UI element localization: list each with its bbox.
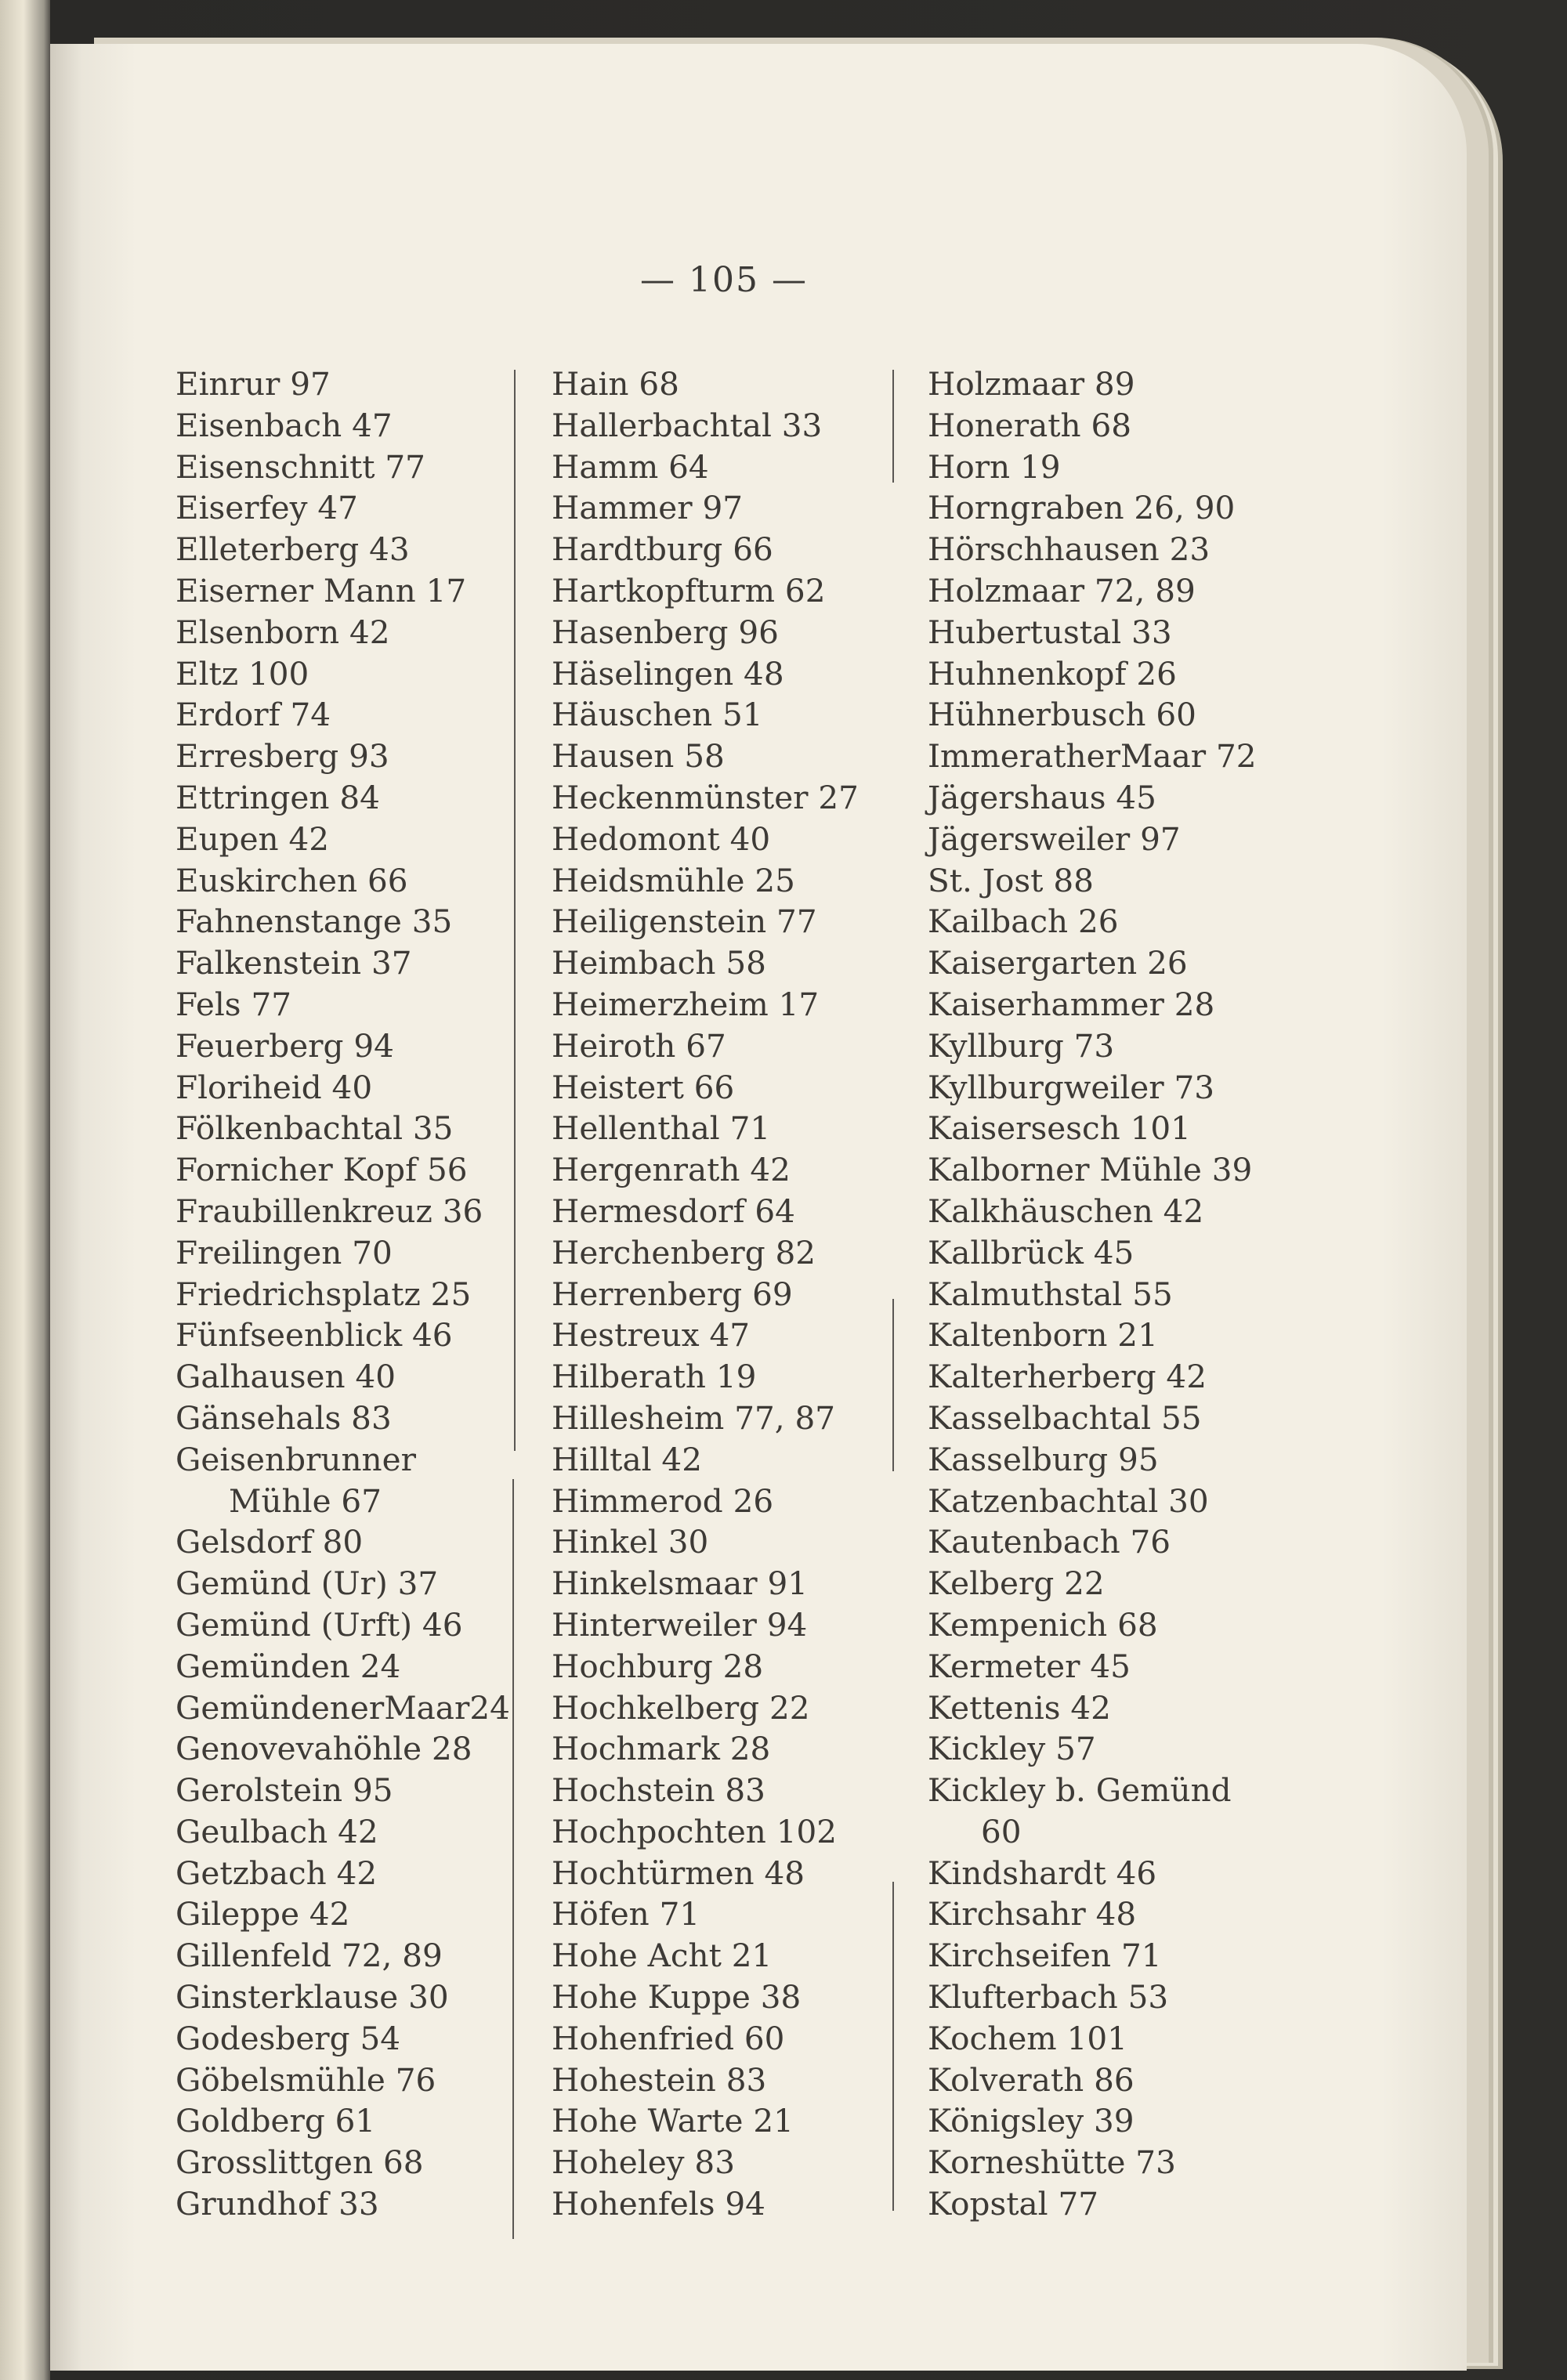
index-entry: Hasenberg 96 xyxy=(552,613,779,651)
index-entry: Hallerbachtal 33 xyxy=(552,406,823,444)
index-entry: Hochmark 28 xyxy=(552,1730,771,1768)
index-entry: Hochstein 83 xyxy=(552,1771,765,1810)
index-entry: Kochem 101 xyxy=(928,2019,1127,2057)
index-entry: Hinkelsmaar 91 xyxy=(552,1564,809,1603)
index-entry: Kaisergarten 26 xyxy=(928,944,1188,982)
index-column-1 xyxy=(176,364,520,2225)
index-entry: Hedomont 40 xyxy=(552,819,771,858)
index-entry: Hain 68 xyxy=(552,365,679,403)
index-entry: Gemünd (Urft) 46 xyxy=(176,1605,463,1644)
index-entry: Genovevahöhle 28 xyxy=(176,1730,472,1768)
index-entry: Himmerod 26 xyxy=(552,1481,774,1520)
index-entry: Kelberg 22 xyxy=(928,1564,1105,1603)
index-entry: Höfen 71 xyxy=(552,1895,700,1933)
column-divider-rule xyxy=(892,370,894,483)
index-entry: Hestreux 47 xyxy=(552,1316,751,1355)
index-entry: Heiroth 67 xyxy=(552,1026,726,1065)
index-entry: Göbelsmühle 76 xyxy=(176,2060,436,2099)
index-entry: Geulbach 42 xyxy=(176,1812,378,1850)
index-entry: Hamm 64 xyxy=(552,447,709,486)
index-entry: St. Jost 88 xyxy=(928,861,1094,899)
index-entry: Eupen 42 xyxy=(176,819,330,858)
index-entry: Katzenbachtal 30 xyxy=(928,1481,1209,1520)
index-entry: GemündenerMaar24 xyxy=(176,1688,510,1727)
index-entry: Gileppe 42 xyxy=(176,1895,350,1933)
index-entry: Gillenfeld 72, 89 xyxy=(176,1937,443,1975)
index-entry: Hochpochten 102 xyxy=(552,1812,838,1850)
index-entry: Kaiserhammer 28 xyxy=(928,985,1215,1023)
index-entry: Hinkel 30 xyxy=(552,1523,709,1561)
index-entry: Kyllburgweiler 73 xyxy=(928,1068,1215,1106)
index-entry: Häuschen 51 xyxy=(552,696,763,734)
index-entry: Geisenbrunner xyxy=(176,1440,416,1478)
index-entry: Hohestein 83 xyxy=(552,2060,767,2099)
index-entry: Kopstal 77 xyxy=(928,2185,1099,2223)
index-entry: Feuerberg 94 xyxy=(176,1026,394,1065)
index-column-2 xyxy=(552,364,888,2225)
index-entry: Gelsdorf 80 xyxy=(176,1523,364,1561)
index-entry: Mühle 67 xyxy=(229,1481,382,1520)
index-entry: Elsenborn 42 xyxy=(176,613,390,651)
index-entry: Gemünd (Ur) 37 xyxy=(176,1564,439,1603)
index-entry: Horngraben 26, 90 xyxy=(928,489,1236,527)
index-entry: Hühnerbusch 60 xyxy=(928,696,1196,734)
index-entry: Hermesdorf 64 xyxy=(552,1192,795,1230)
index-entry: Erresberg 93 xyxy=(176,737,389,776)
index-entry: Kindshardt 46 xyxy=(928,1854,1157,1892)
previous-page-edge xyxy=(0,0,50,2380)
index-entry: Herrenberg 69 xyxy=(552,1275,793,1313)
index-entry: Hoheley 83 xyxy=(552,2143,735,2182)
index-entry: Goldberg 61 xyxy=(176,2102,376,2140)
index-entry: Hartkopfturm 62 xyxy=(552,571,826,609)
index-entry: Hohe Warte 21 xyxy=(552,2102,794,2140)
index-entry: Hubertustal 33 xyxy=(928,613,1172,651)
index-entry: Holzmaar 89 xyxy=(928,365,1135,403)
index-entry: Hergenrath 42 xyxy=(552,1151,791,1189)
index-entry: Hinterweiler 94 xyxy=(552,1605,808,1644)
index-entry: Klufterbach 53 xyxy=(928,1978,1169,2016)
index-entry: Gerolstein 95 xyxy=(176,1771,393,1810)
index-entry: Korneshütte 73 xyxy=(928,2143,1176,2182)
index-entry: Hochtürmen 48 xyxy=(552,1854,805,1892)
index-entry: Hardtburg 66 xyxy=(552,530,773,569)
index-entry: Kautenbach 76 xyxy=(928,1523,1171,1561)
index-entry: Grosslittgen 68 xyxy=(176,2143,424,2182)
index-entry: Ettringen 84 xyxy=(176,778,380,816)
index-entry: Friedrichsplatz 25 xyxy=(176,1275,472,1313)
index-entry: Kickley b. Gemünd xyxy=(928,1771,1232,1810)
index-entry: Jägersweiler 97 xyxy=(928,819,1181,858)
index-entry: Einrur 97 xyxy=(176,365,331,403)
index-entry: Eisenbach 47 xyxy=(176,406,393,444)
index-entry: Godesberg 54 xyxy=(176,2019,401,2057)
index-entry: Kickley 57 xyxy=(928,1730,1096,1768)
index-entry: Heckenmünster 27 xyxy=(552,778,859,816)
index-entry: Eiserner Mann 17 xyxy=(176,571,467,609)
index-entry: Fraubillenkreuz 36 xyxy=(176,1192,483,1230)
column-divider-rule xyxy=(892,1882,894,2211)
index-entry: Eiserfey 47 xyxy=(176,489,358,527)
index-entry: Hohenfels 94 xyxy=(552,2185,765,2223)
index-entry: Kalkhäuschen 42 xyxy=(928,1192,1204,1230)
index-entry: Kirchseifen 71 xyxy=(928,1937,1162,1975)
index-entry: Kempenich 68 xyxy=(928,1605,1158,1644)
index-entry: Kaisersesch 101 xyxy=(928,1109,1191,1148)
index-entry: Elleterberg 43 xyxy=(176,530,410,569)
index-entry: Königsley 39 xyxy=(928,2102,1135,2140)
index-entry: Getzbach 42 xyxy=(176,1854,378,1892)
index-entry: Fahnenstange 35 xyxy=(176,902,453,941)
index-entry: Horn 19 xyxy=(928,447,1061,486)
index-entry: Hörschhausen 23 xyxy=(928,530,1211,569)
index-entry: Kettenis 42 xyxy=(928,1688,1111,1727)
index-entry: Eltz 100 xyxy=(176,654,309,693)
index-entry: Freilingen 70 xyxy=(176,1233,393,1271)
index-entry: Floriheid 40 xyxy=(176,1068,373,1106)
index-entry: Kolverath 86 xyxy=(928,2060,1135,2099)
index-entry: Kallbrück 45 xyxy=(928,1233,1135,1271)
index-entry: Hammer 97 xyxy=(552,489,744,527)
index-entry: Kermeter 45 xyxy=(928,1647,1131,1685)
index-entry: Holzmaar 72, 89 xyxy=(928,571,1196,609)
index-entry: Heistert 66 xyxy=(552,1068,735,1106)
index-entry: Hochburg 28 xyxy=(552,1647,764,1685)
index-entry: Falkenstein 37 xyxy=(176,944,412,982)
index-entry: Kyllburg 73 xyxy=(928,1026,1115,1065)
index-entry: Hillesheim 77, 87 xyxy=(552,1398,836,1437)
index-entry: Kailbach 26 xyxy=(928,902,1119,941)
index-entry: Kaltenborn 21 xyxy=(928,1316,1158,1355)
index-entry: Heimerzheim 17 xyxy=(552,985,820,1023)
index-entry: Kalborner Mühle 39 xyxy=(928,1151,1253,1189)
index-entry: Kasselburg 95 xyxy=(928,1440,1159,1478)
index-entry: Huhnenkopf 26 xyxy=(928,654,1177,693)
index-entry: Kasselbachtal 55 xyxy=(928,1398,1202,1437)
index-entry: Heiligenstein 77 xyxy=(552,902,817,941)
book-page xyxy=(50,44,1467,2371)
index-entry: Fels 77 xyxy=(176,985,291,1023)
index-column-3 xyxy=(928,364,1296,2225)
index-entry: Grundhof 33 xyxy=(176,2185,379,2223)
index-entry: Heidsmühle 25 xyxy=(552,861,795,899)
index-entry: Honerath 68 xyxy=(928,406,1132,444)
index-entry: Erdorf 74 xyxy=(176,696,331,734)
index-entry: Hohe Kuppe 38 xyxy=(552,1978,802,2016)
index-entry: Hilltal 42 xyxy=(552,1440,702,1478)
index-entry: Euskirchen 66 xyxy=(176,861,408,899)
index-entry: Kalmuthstal 55 xyxy=(928,1275,1173,1313)
index-entry: Jägershaus 45 xyxy=(928,778,1156,816)
index-entry: Häselingen 48 xyxy=(552,654,784,693)
index-entry: Eisenschnitt 77 xyxy=(176,447,425,486)
index-entry: Fölkenbachtal 35 xyxy=(176,1109,454,1148)
page-number: — 105 — xyxy=(640,260,808,300)
index-entry: Gänsehals 83 xyxy=(176,1398,392,1437)
index-entry: Gemünden 24 xyxy=(176,1647,401,1685)
index-entry: Hilberath 19 xyxy=(552,1358,757,1396)
index-entry: Hohenfried 60 xyxy=(552,2019,785,2057)
index-entry: Hellenthal 71 xyxy=(552,1109,771,1148)
index-entry: Hochkelberg 22 xyxy=(552,1688,810,1727)
index-entry: Hausen 58 xyxy=(552,737,725,776)
index-entry: Hohe Acht 21 xyxy=(552,1937,773,1975)
index-entry: Herchenberg 82 xyxy=(552,1233,816,1271)
index-entry: Kalterherberg 42 xyxy=(928,1358,1207,1396)
index-entry: ImmeratherMaar 72 xyxy=(928,737,1257,776)
index-entry: Heimbach 58 xyxy=(552,944,766,982)
index-entry: 60 xyxy=(981,1812,1022,1850)
index-entry: Kirchsahr 48 xyxy=(928,1895,1137,1933)
index-entry: Galhausen 40 xyxy=(176,1358,396,1396)
column-divider-rule xyxy=(892,1299,894,1471)
index-entry: Fünfseenblick 46 xyxy=(176,1316,453,1355)
index-entry: Ginsterklause 30 xyxy=(176,1978,449,2016)
index-entry: Fornicher Kopf 56 xyxy=(176,1151,468,1189)
